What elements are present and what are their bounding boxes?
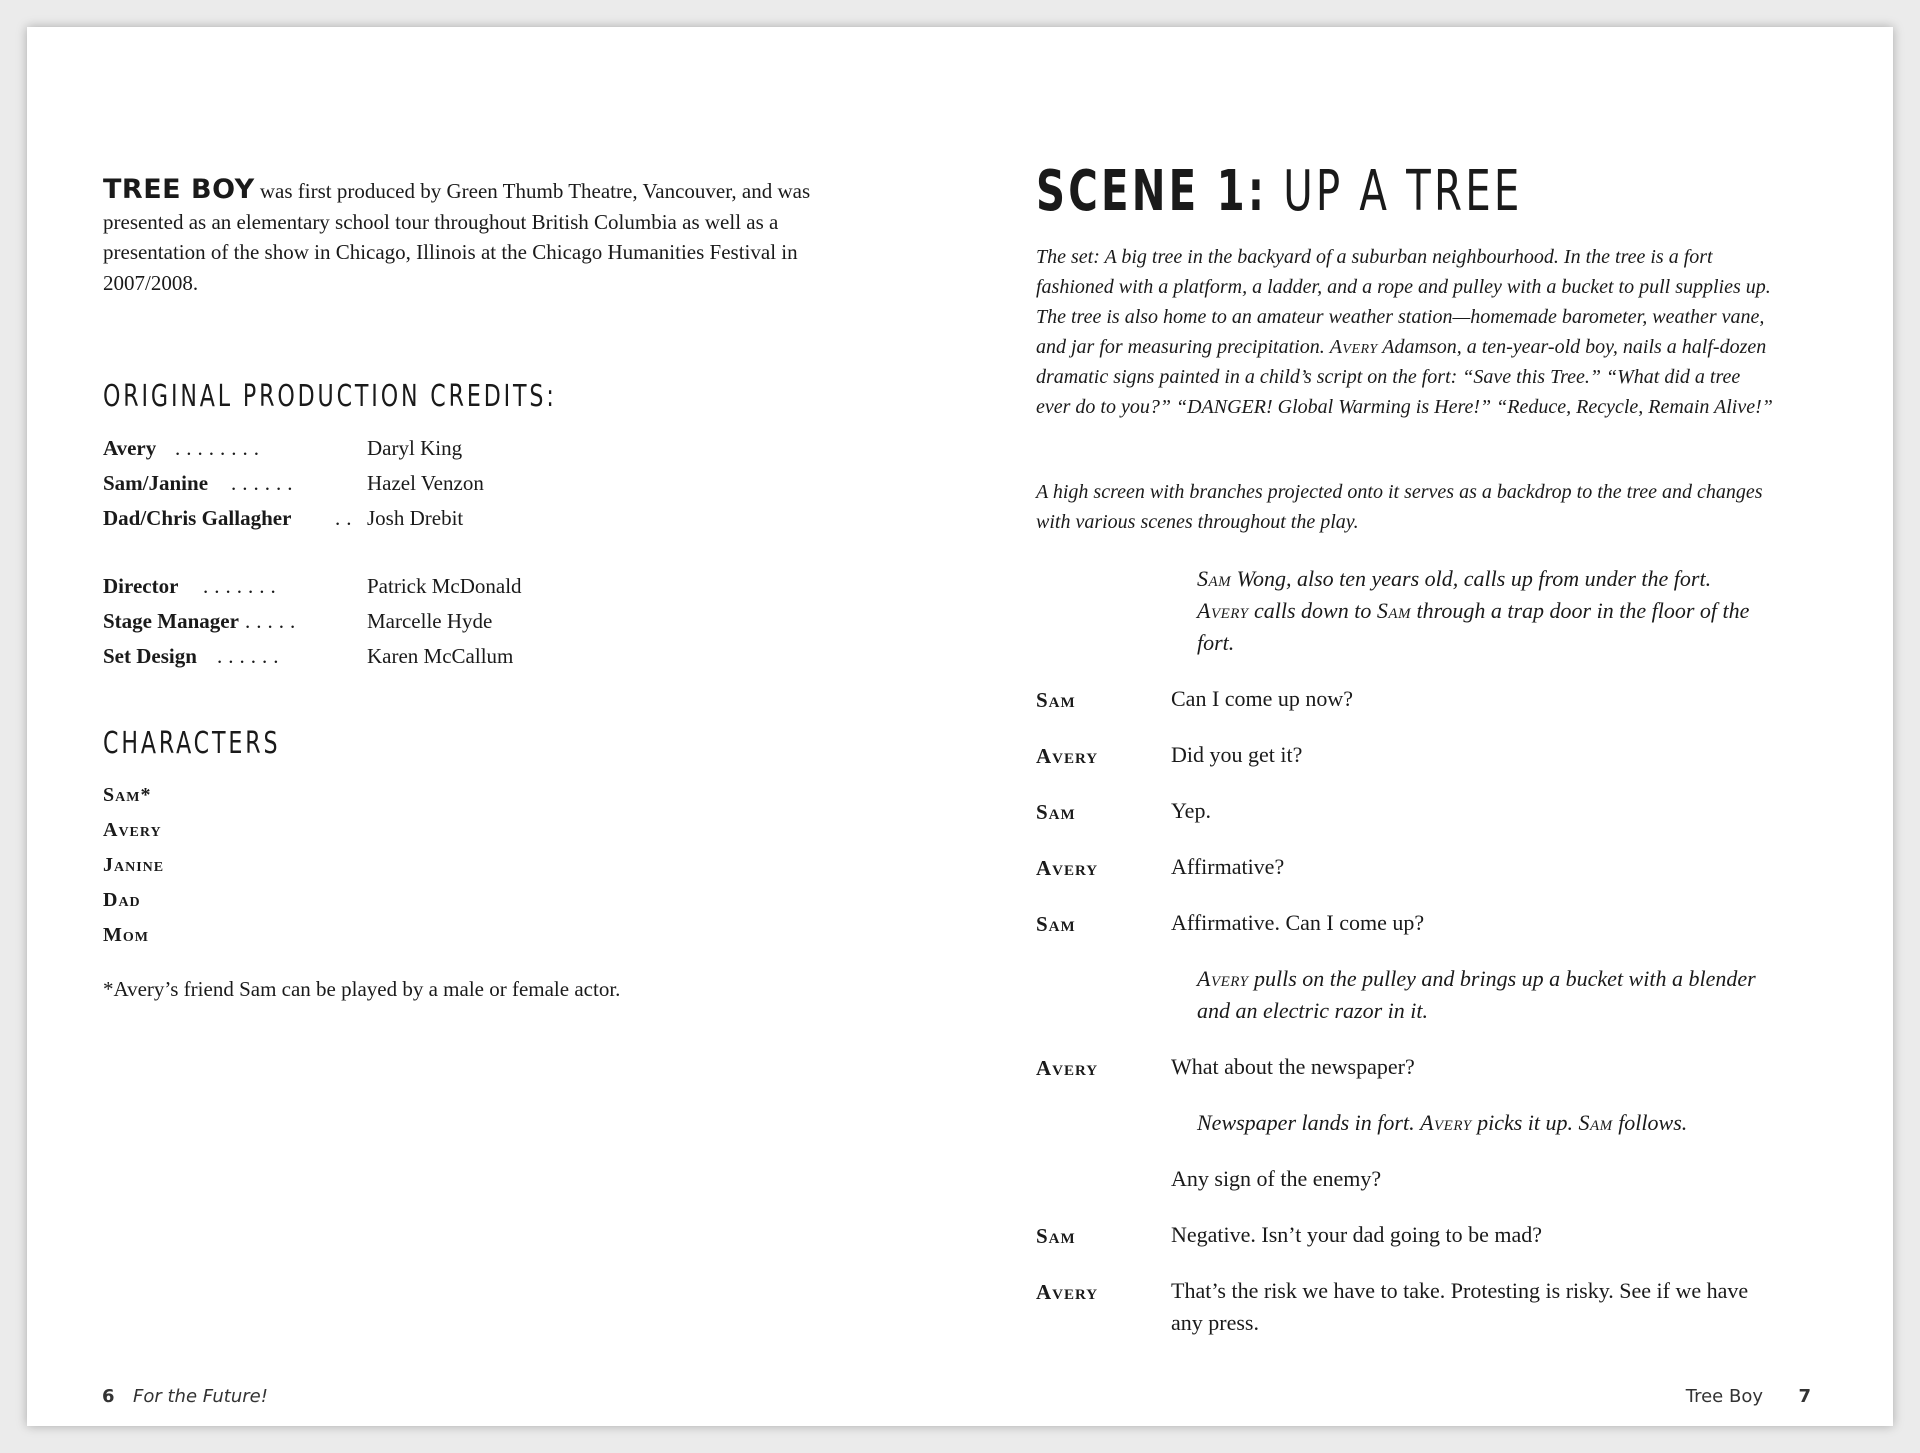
- credit-name: Hazel Venzon: [367, 471, 484, 495]
- direction-text: pulls on the pulley and brings up a bucket with a blender and an electric razor in it.: [1197, 966, 1756, 1023]
- direction-text: Wong, also ten years old, calls up from under the fort.: [1231, 566, 1712, 591]
- credit-row: [103, 609, 703, 644]
- dialogue-line: That’s the risk we have to take. Protesting is risky. See if we have any press.: [1171, 1278, 1749, 1335]
- credit-name: Josh Drebit: [367, 506, 464, 530]
- set-description-2: A high screen with branches projected onto it serves as a backdrop to the tree and changes with various scenes throughout the play.: [1036, 481, 1763, 533]
- credit-role: Dad/Chris Gallagher: [103, 506, 292, 530]
- credit-row: [103, 436, 703, 471]
- leader-dots: ......: [231, 471, 299, 495]
- dialogue-line: Affirmative?: [1171, 854, 1285, 879]
- speaker-name: Sam: [1036, 912, 1076, 936]
- play-title: TREE BOY: [103, 174, 255, 205]
- direction-text: calls down to: [1248, 598, 1377, 623]
- dialogue-line: Affirmative. Can I come up?: [1171, 910, 1425, 935]
- footnote: *Avery’s friend Sam can be played by a male or female actor.: [103, 977, 621, 1001]
- dialogue-line: Yep.: [1171, 798, 1211, 823]
- page-number: 7: [1798, 1386, 1811, 1407]
- speaker-name: Sam: [1036, 800, 1076, 824]
- stage-direction: [1197, 1107, 1767, 1139]
- running-title: Tree Boy: [1685, 1386, 1763, 1407]
- dialogue-line: Any sign of the enemy?: [1171, 1166, 1382, 1191]
- character-ref: Sam: [1376, 598, 1412, 623]
- page-number: 6: [102, 1386, 115, 1407]
- direction-text: Newspaper lands in fort.: [1197, 1110, 1421, 1135]
- character-name: Janine: [103, 854, 165, 876]
- character-name: Avery: [103, 819, 162, 841]
- credits-heading: ORIGINAL PRODUCTION CREDITS:: [103, 379, 557, 414]
- character-ref: Sam: [1578, 1110, 1613, 1135]
- speaker-name: Avery: [1036, 1056, 1099, 1080]
- credit-role: Set Design: [103, 644, 197, 668]
- stage-direction: [1197, 563, 1767, 659]
- direction-text: follows.: [1612, 1110, 1688, 1135]
- leader-dots: ..: [335, 506, 358, 530]
- dialogue-line: Can I come up now?: [1171, 686, 1354, 711]
- right-page: [960, 27, 1893, 1426]
- credit-role: Stage Manager: [103, 609, 239, 633]
- credit-role: Avery: [103, 436, 157, 460]
- set-description: [1036, 242, 1774, 422]
- leader-dots: ........: [175, 436, 265, 460]
- character-name: Mom: [103, 924, 149, 946]
- credit-role: Sam/Janine: [103, 471, 209, 495]
- character-name: Sam*: [103, 784, 152, 806]
- character-ref: Avery: [1197, 598, 1249, 623]
- credit-row: [103, 644, 703, 679]
- cast-credits: [103, 436, 703, 541]
- speaker-name: Sam: [1036, 1224, 1076, 1248]
- left-page: [27, 27, 960, 1426]
- dialogue-line: What about the newspaper?: [1171, 1054, 1415, 1079]
- intro-text: was first produced by Green Thumb Theatre, Vancouver, and was presented as an elementary school tour throughout British Columbia as well as a presentation of the show in Chicago, Illinois at the Chicago Humanities Festival in 2007/2008.: [103, 179, 811, 295]
- scene-name: UP A TREE: [1267, 159, 1523, 224]
- leader-dots: .....: [245, 609, 302, 633]
- speaker-name: Avery: [1036, 856, 1099, 880]
- dialogue-line: Negative. Isn’t your dad going to be mad?: [1171, 1222, 1543, 1247]
- stage-direction: [1197, 963, 1767, 1027]
- credit-name: Marcelle Hyde: [367, 609, 493, 633]
- credit-name: Karen McCallum: [367, 644, 514, 668]
- direction-text: through a trap door in the floor of the fort.: [1197, 598, 1750, 655]
- character-ref: Avery: [1329, 336, 1378, 358]
- credit-row: [103, 506, 703, 541]
- character-ref: Avery: [1197, 966, 1249, 991]
- characters-list: [103, 784, 164, 959]
- speaker-name: Sam: [1036, 688, 1076, 712]
- dialogue-line: Did you get it?: [1171, 742, 1303, 767]
- credit-row: [103, 574, 703, 609]
- leader-dots: ......: [217, 644, 285, 668]
- character-name: Dad: [103, 889, 141, 911]
- intro-paragraph: [103, 175, 863, 298]
- credit-name: Daryl King: [367, 436, 463, 460]
- direction-text: picks it up.: [1471, 1110, 1579, 1135]
- credit-role: Director: [103, 574, 179, 598]
- scene-title: [1036, 159, 1523, 224]
- characters-heading: CHARACTERS: [103, 726, 281, 761]
- speaker-name: Avery: [1036, 744, 1099, 768]
- character-ref: Avery: [1420, 1110, 1472, 1135]
- set-description-text: Adamson, a ten-year-old boy, nails a half-dozen dramatic signs painted in a child’s script on the fort: “Save this Tree.” “What did a tree ever do to you?” “DANGER! Global Warming is Here!” “Reduce, Recycle, Remain Alive!”: [1036, 336, 1773, 418]
- character-ref: Sam: [1197, 566, 1232, 591]
- credit-row: [103, 471, 703, 506]
- running-title: For the Future!: [133, 1386, 268, 1407]
- set-description-text: The set: A big tree in the backyard of a suburban neighbourhood. In the tree is a fort fashioned with a platform, a ladder, and a rope and pulley with a bucket to pull supplies up. The tree is also home to an amateur weather station—homemade barometer, weather vane, and jar for measuring precipitation.: [1036, 246, 1771, 358]
- book-spread: [27, 27, 1893, 1426]
- crew-credits: [103, 574, 703, 679]
- credit-name: Patrick McDonald: [367, 574, 522, 598]
- scene-number: SCENE 1:: [1036, 159, 1268, 224]
- speaker-name: Avery: [1036, 1280, 1099, 1304]
- leader-dots: .......: [203, 574, 282, 598]
